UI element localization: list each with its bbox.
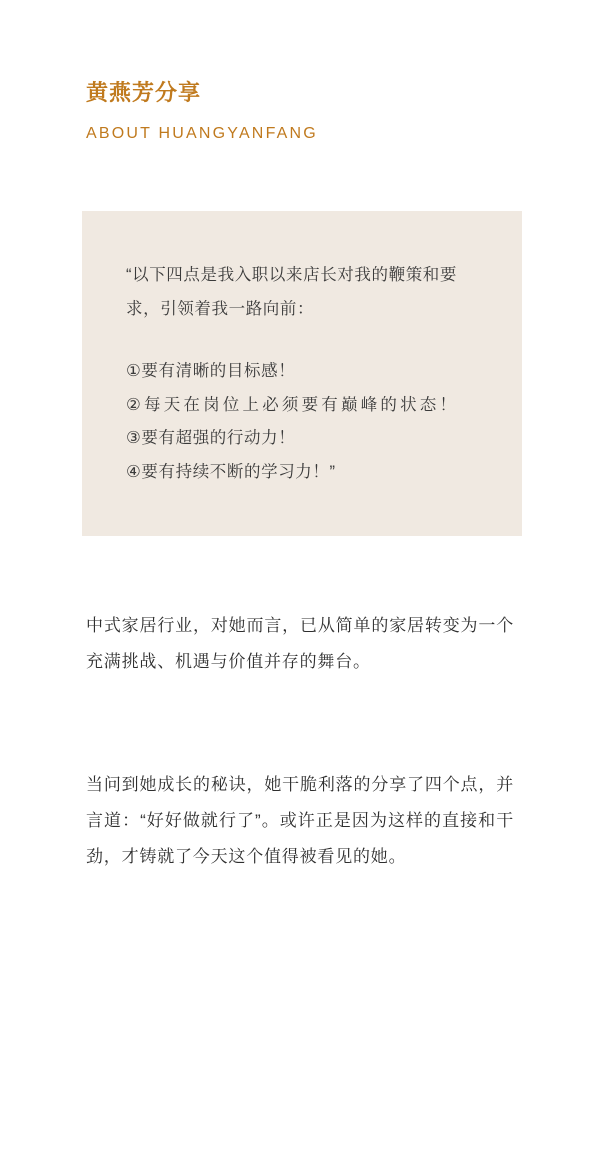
quote-item: ③要有超强的行动力！ bbox=[126, 429, 296, 448]
body-block-one bbox=[86, 608, 514, 679]
article-header bbox=[86, 0, 514, 145]
quote-item: ①要有清晰的目标感！ bbox=[126, 361, 296, 380]
body-block-two bbox=[86, 767, 514, 874]
body-paragraph: 中式家居行业，对她而言，已从简单的家居转变为一个充满挑战、机遇与价值并存的舞台。 bbox=[86, 616, 514, 671]
page-title: 黄燕芳分享 bbox=[86, 80, 202, 105]
quote-card bbox=[82, 211, 522, 536]
body-paragraph: 当问到她成长的秘诀，她干脆利落的分享了四个点，并言道：“好好做就行了”。或许正是因为这样的直接和干劲，才铸就了今天这个值得被看见的她。 bbox=[86, 775, 514, 866]
page-subtitle: ABOUT HUANGYANFANG bbox=[86, 124, 318, 142]
quote-item: ②每天在岗位上必须要有巅峰的状态！ bbox=[126, 395, 460, 414]
quote-item: ④要有持续不断的学习力！” bbox=[126, 463, 336, 482]
bottom-spacer bbox=[86, 875, 514, 945]
quote-lead-text: “以下四点是我入职以来店长对我的鞭策和要求，引领着我一路向前： bbox=[126, 266, 457, 318]
quote-spacer bbox=[126, 327, 486, 355]
